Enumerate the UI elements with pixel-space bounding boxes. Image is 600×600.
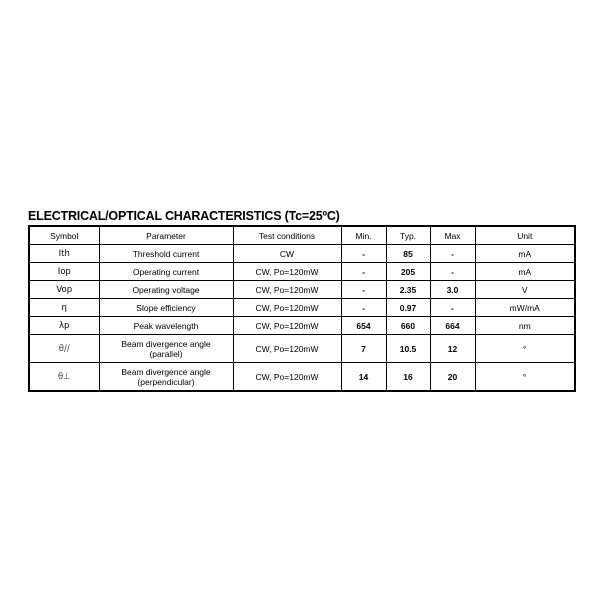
typ-cell: 660 bbox=[386, 317, 430, 335]
symbol-cell: Ith bbox=[29, 245, 99, 263]
symbol-cell: Iop bbox=[29, 263, 99, 281]
table-row bbox=[29, 335, 575, 363]
table-row bbox=[29, 299, 575, 317]
parameter-cell: Peak wavelength bbox=[99, 317, 233, 335]
conditions-cell: CW, Po=120mW bbox=[233, 335, 341, 363]
parameter-line: Beam divergence angle bbox=[121, 366, 211, 377]
table-row bbox=[29, 363, 575, 392]
conditions-cell: CW bbox=[233, 245, 341, 263]
table-row bbox=[29, 317, 575, 335]
min-cell: 14 bbox=[341, 363, 386, 392]
parameter-line: (perpendicular) bbox=[137, 376, 195, 387]
typ-cell: 2.35 bbox=[386, 281, 430, 299]
header-row bbox=[29, 226, 575, 245]
typ-cell: 16 bbox=[386, 363, 430, 392]
header-unit: Unit bbox=[475, 226, 575, 245]
conditions-cell: CW, Po=120mW bbox=[233, 299, 341, 317]
conditions-cell: CW, Po=120mW bbox=[233, 363, 341, 392]
characteristics-sheet bbox=[28, 208, 574, 392]
header-symbol: Symbol bbox=[29, 226, 99, 245]
symbol-cell: λp bbox=[29, 317, 99, 335]
unit-cell: ° bbox=[475, 363, 575, 392]
min-cell: - bbox=[341, 245, 386, 263]
unit-cell: ° bbox=[475, 335, 575, 363]
min-cell: 7 bbox=[341, 335, 386, 363]
max-cell: 3.0 bbox=[430, 281, 475, 299]
parameter-line: Beam divergence angle bbox=[121, 338, 211, 349]
header-max: Max bbox=[430, 226, 475, 245]
conditions-cell: CW, Po=120mW bbox=[233, 281, 341, 299]
unit-cell: V bbox=[475, 281, 575, 299]
unit-cell: mA bbox=[475, 263, 575, 281]
min-cell: - bbox=[341, 263, 386, 281]
unit-cell: mW/mA bbox=[475, 299, 575, 317]
unit-cell: nm bbox=[475, 317, 575, 335]
header-min: Min. bbox=[341, 226, 386, 245]
header-typ: Typ. bbox=[386, 226, 430, 245]
typ-cell: 85 bbox=[386, 245, 430, 263]
max-cell: 20 bbox=[430, 363, 475, 392]
max-cell: 664 bbox=[430, 317, 475, 335]
typ-cell: 10.5 bbox=[386, 335, 430, 363]
unit-cell: mA bbox=[475, 245, 575, 263]
max-cell: - bbox=[430, 299, 475, 317]
conditions-cell: CW, Po=120mW bbox=[233, 317, 341, 335]
min-cell: - bbox=[341, 281, 386, 299]
header-test-conditions: Test conditions bbox=[233, 226, 341, 245]
parameter-cell bbox=[99, 363, 233, 392]
max-cell: - bbox=[430, 263, 475, 281]
header-parameter: Parameter bbox=[99, 226, 233, 245]
symbol-cell: θ⊥ bbox=[29, 363, 99, 392]
conditions-cell: CW, Po=120mW bbox=[233, 263, 341, 281]
table-row bbox=[29, 245, 575, 263]
table-row bbox=[29, 281, 575, 299]
parameter-cell: Operating voltage bbox=[99, 281, 233, 299]
table-row bbox=[29, 263, 575, 281]
parameter-cell: Slope efficiency bbox=[99, 299, 233, 317]
parameter-cell: Threshold current bbox=[99, 245, 233, 263]
symbol-cell: θ// bbox=[29, 335, 99, 363]
typ-cell: 205 bbox=[386, 263, 430, 281]
parameter-cell: Operating current bbox=[99, 263, 233, 281]
typ-cell: 0.97 bbox=[386, 299, 430, 317]
max-cell: 12 bbox=[430, 335, 475, 363]
min-cell: 654 bbox=[341, 317, 386, 335]
symbol-cell: η bbox=[29, 299, 99, 317]
parameter-line: (parallel) bbox=[149, 348, 183, 359]
max-cell: - bbox=[430, 245, 475, 263]
characteristics-table bbox=[28, 225, 576, 392]
symbol-cell: Vop bbox=[29, 281, 99, 299]
parameter-cell bbox=[99, 335, 233, 363]
min-cell: - bbox=[341, 299, 386, 317]
section-title: ELECTRICAL/OPTICAL CHARACTERISTICS (Tc=25ºC) bbox=[28, 209, 340, 223]
